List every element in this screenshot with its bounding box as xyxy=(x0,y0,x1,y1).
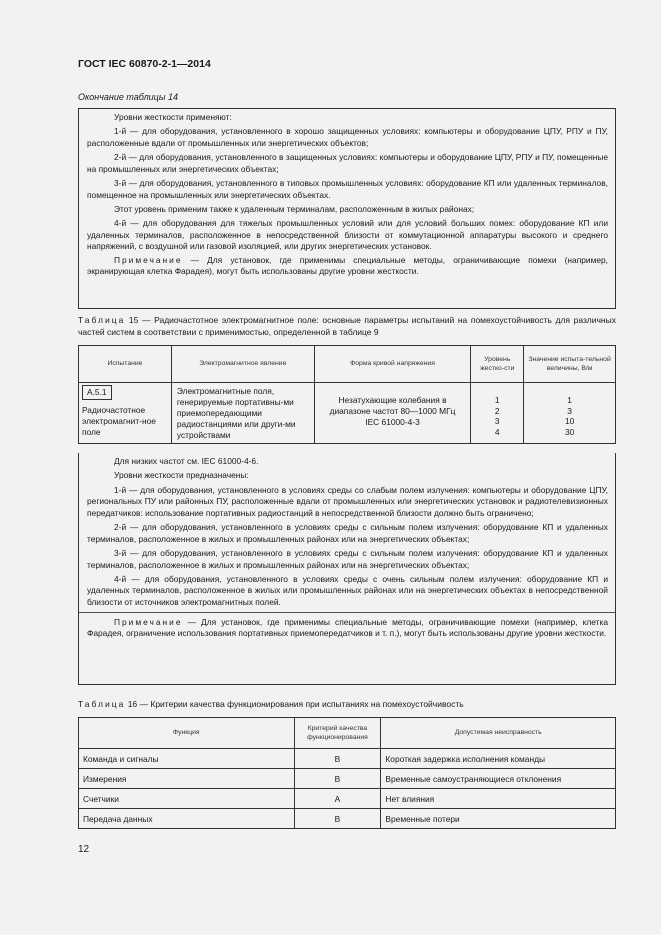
paragraph: 1-й — для оборудования, установленного в условиях среды со слабым полем излучения: компьютеры и оборудование ЦПУ, региональных ПУ или районных ПУ, расположенные вдали от промышленных или энергетических установок и радиотелевизионных передатчиков: использование портативных радиостанций в непосредственной близости должно быть ограничено; xyxy=(87,484,608,518)
test-value: 30 xyxy=(564,426,575,437)
criterion-cell: B xyxy=(294,809,381,829)
level-value: 4 xyxy=(494,426,500,437)
test-cell xyxy=(79,383,172,444)
malfunction-cell: Короткая задержка исполнения команды xyxy=(381,749,616,769)
values-cell xyxy=(524,383,616,444)
table15 xyxy=(78,345,616,444)
page-number: 12 xyxy=(78,844,90,855)
header-cell: Допустимая неисправность xyxy=(381,718,616,749)
note-label: Примечание xyxy=(114,254,183,265)
function-cell: Команда и сигналы xyxy=(79,749,295,769)
header-cell: Испытание xyxy=(79,346,172,383)
note-text: — Для установок, где применимы специальные методы, ограничивающие помехи (например, экранирующая клетка Фарадея), могут быть использованы другие уровни жесткости. xyxy=(87,254,608,277)
note-label: Примечание xyxy=(114,616,183,627)
test-value: 1 xyxy=(567,395,572,405)
table16 xyxy=(78,717,616,829)
table-row xyxy=(79,809,616,829)
phenomenon-cell: Электромагнитные поля, генерируемые портативны-ми приемопередающими радиостанциями или други-ми устройствами xyxy=(171,383,314,444)
paragraph: Уровни жесткости применяют: xyxy=(114,112,232,122)
table-row xyxy=(79,769,616,789)
caption-text: 15 — Радиочастотное электромагнитное поле: основные параметры испытаний на помехоустойчивость для различных частей систем в соответствии с применимостью, определенной в таблице 9 xyxy=(78,315,616,337)
header-cell: Форма кривой напряжения xyxy=(314,346,471,383)
standard-header: ГОСТ IEC 60870-2-1—2014 xyxy=(78,58,211,70)
note-text: — Для установок, где применимы специальные методы, ограничивающие помехи (например, клетка Фарадея, ограничение использования портативных приемопередатчиков и т. п.), могут быть использованы другие уровни жесткости. xyxy=(87,616,608,639)
function-cell: Передача данных xyxy=(79,809,295,829)
paragraph: Этот уровень применим также к удаленным терминалам, расположенным в жилых районах; xyxy=(114,203,475,214)
table-row xyxy=(79,789,616,809)
malfunction-cell: Временные самоустраняющиеся отклонения xyxy=(381,769,616,789)
note xyxy=(79,612,615,640)
paragraph: Уровни жесткости предназначены: xyxy=(114,470,249,481)
note xyxy=(87,255,608,278)
paragraph: Для низких частот см. IEC 61000-4-6. xyxy=(114,456,259,466)
level-value: 2 xyxy=(494,405,500,416)
malfunction-cell: Нет влияния xyxy=(381,789,616,809)
table16-caption xyxy=(78,699,616,711)
levels-cell xyxy=(471,383,524,444)
table15-footnote-box xyxy=(78,453,616,685)
criterion-cell: B xyxy=(294,749,381,769)
paragraph: 2-й — для оборудования, установленного в защищенных условиях: компьютеры и оборудование ЦПУ, РПУ и ПУ, помещенные на промышленных или энергетических объектах; xyxy=(87,152,608,174)
table-header-row xyxy=(79,718,616,749)
level-value: 1 xyxy=(494,395,500,405)
table-row xyxy=(79,383,616,444)
criterion-cell: B xyxy=(294,769,381,789)
table14-footnote-box xyxy=(78,108,616,309)
header-cell: Уровень жестко-сти xyxy=(471,346,524,383)
table15-caption xyxy=(78,315,616,338)
caption-label: Таблица xyxy=(78,315,126,325)
paragraph: 1-й — для оборудования, установленного в хорошо защищенных условиях: компьютеры и оборудование ЦПУ, РПУ и ПУ, расположенные вдали от промышленных или энергетических объектов; xyxy=(87,126,608,148)
test-code: A.5.1 xyxy=(82,385,112,400)
waveform-cell: Незатухающие колебания в диапазоне частот 80—1000 МГц IEC 61000-4-3 xyxy=(314,383,471,444)
table-row xyxy=(79,749,616,769)
caption-text: 16 — Критерии качества функционирования при испытаниях на помехоустойчивость xyxy=(125,699,464,709)
criterion-cell: A xyxy=(294,789,381,809)
table-header-row xyxy=(79,346,616,383)
malfunction-cell: Временные потери xyxy=(381,809,616,829)
header-cell: Критерий качества функционирования xyxy=(294,718,381,749)
paragraph: 2-й — для оборудования, установленного в условиях среды с сильным полем излучения: оборудование КП и удаленных терминалов, расположенное в жилых и промышленных районах или на энергетических объектах; xyxy=(87,522,608,544)
table-continuation-label: Окончание таблицы 14 xyxy=(78,92,178,102)
paragraph: 4-й — для оборудования, установленного в условиях среды с очень сильным полем излучения: оборудование КП и удаленных терминалов, расположенное в жилых или промышленных районах или на энергетических объектах в непосредственной близости от источников электромагнитных полей. xyxy=(87,573,608,607)
header-cell: Значение испыта-тельной величины, В/м xyxy=(524,346,616,383)
level-value: 3 xyxy=(494,416,500,426)
function-cell: Измерения xyxy=(79,769,295,789)
paragraph: 3-й — для оборудования, установленного в типовых промышленных условиях: оборудование КП или удаленных терминалов, помещенное на промышленных или энергетических объектах. xyxy=(87,178,608,200)
test-value: 3 xyxy=(567,405,572,416)
function-cell: Счетчики xyxy=(79,789,295,809)
test-name: Радиочастотное электромагнит-ное поле xyxy=(82,405,156,437)
test-value: 10 xyxy=(564,416,575,426)
header-cell: Функция xyxy=(79,718,295,749)
paragraph: 4-й — для оборудования для тяжелых промышленных условий или для условий больших помех: оборудование КП или удаленных терминалов, расположенное в непосредственной близости от коммутационной аппаратуры высокого и среднего напряжений, с воздушной или газовой изоляцией, или других энергетических установок. xyxy=(87,218,608,252)
caption-label: Таблица xyxy=(78,699,126,709)
header-cell: Электромагнитное явление xyxy=(171,346,314,383)
paragraph: 3-й — для оборудования, установленного в условиях среды с сильным полем излучения: оборудование КП и удаленных терминалов, расположенное в жилых и промышленных районах или на энергетических объектах; xyxy=(87,547,608,570)
